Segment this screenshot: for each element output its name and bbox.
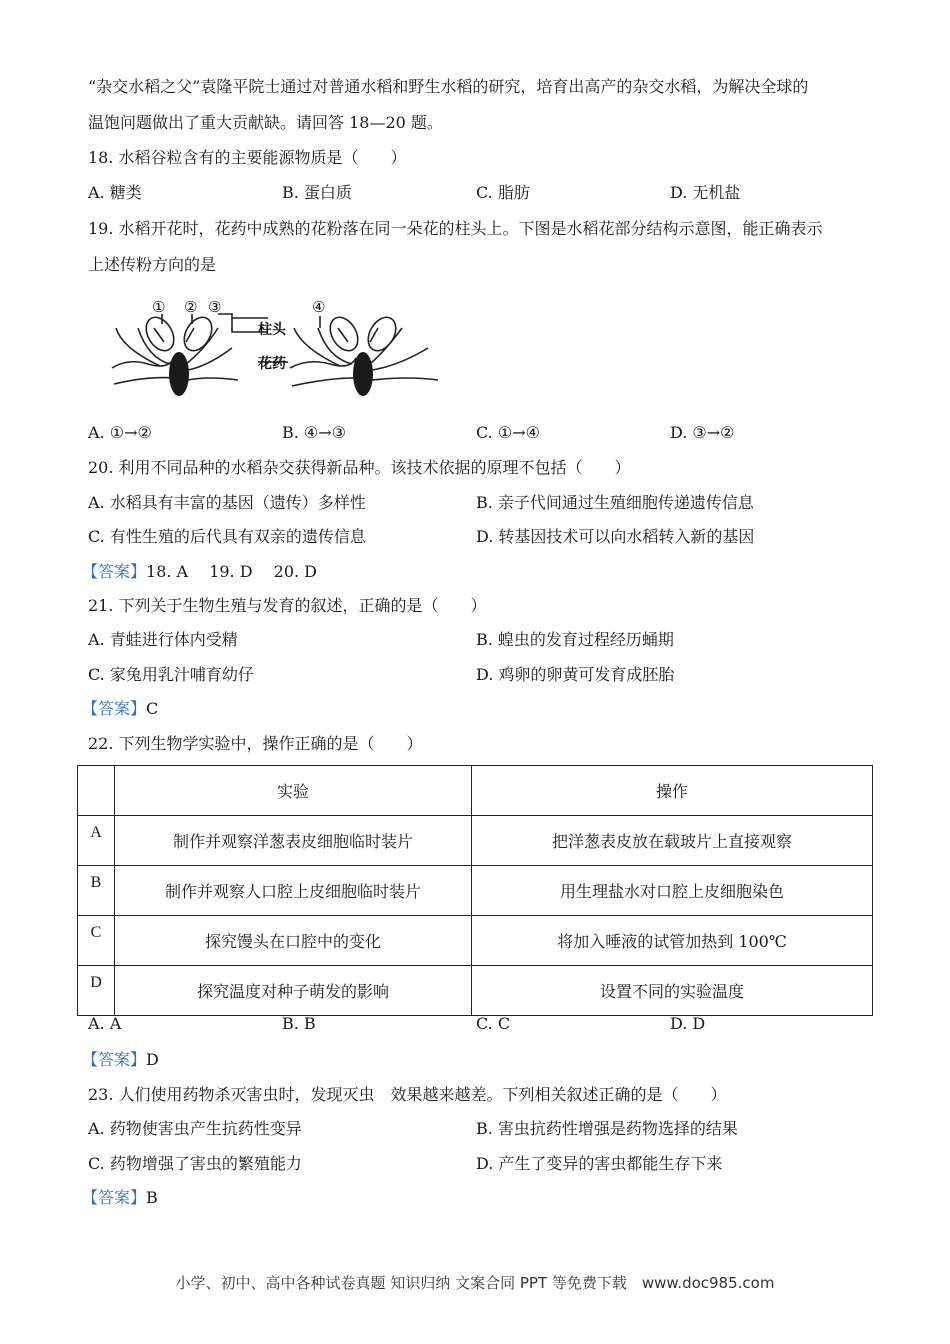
- table-cell: 把洋葱表皮放在载玻片上直接观察: [472, 816, 873, 866]
- table-row: [78, 966, 873, 1016]
- answer-18-20: [82, 561, 317, 583]
- table-header-cell: 实验: [115, 766, 472, 816]
- marker-3: ③: [208, 298, 222, 316]
- answer-tag: 【答案】: [82, 1188, 147, 1207]
- q22-option-c: C. C: [476, 1014, 511, 1033]
- answer-text: C: [146, 699, 159, 718]
- q22-stem: 22. 下列生物学实验中，操作正确的是（ ）: [88, 734, 423, 753]
- label-stigma: 柱头: [258, 322, 286, 338]
- q20-option-c: C. 有性生殖的后代具有双亲的遗传信息: [88, 527, 366, 546]
- q20-stem: 20. 利用不同品种的水稻杂交获得新品种。该技术依据的原理不包括（ ）: [88, 458, 631, 477]
- q18-option-b: B. 蛋白质: [282, 183, 352, 202]
- q21-stem: 21. 下列关于生物生殖与发育的叙述，正确的是（ ）: [88, 596, 487, 615]
- q23-option-a: A. 药物使害虫产生抗药性变异: [88, 1119, 302, 1138]
- table-cell: 用生理盐水对口腔上皮细胞染色: [472, 866, 873, 916]
- table-cell: C: [78, 916, 115, 966]
- q18-option-a: A. 糖类: [88, 183, 142, 202]
- q22-option-a: A. A: [88, 1014, 122, 1033]
- q21-option-a: A. 青蛙进行体内受精: [88, 630, 238, 649]
- answer-22: [82, 1049, 159, 1071]
- answer-text: D: [146, 1050, 159, 1069]
- rice-flower-diagram: [108, 288, 448, 400]
- q19-option-c: C. ①→④: [476, 423, 540, 442]
- table-cell: 探究馒头在口腔中的变化: [115, 916, 472, 966]
- q19-option-b: B. ④→③: [282, 423, 347, 442]
- q20-option-a: A. 水稻具有丰富的基因（遗传）多样性: [88, 493, 366, 512]
- intro-line-2: 温饱问题做出了重大贡献缺。请回答 18—20 题。: [88, 113, 443, 132]
- table-cell: 探究温度对种子萌发的影响: [115, 966, 472, 1016]
- table-row: [78, 916, 873, 966]
- q23-option-c: C. 药物增强了害虫的繁殖能力: [88, 1154, 302, 1173]
- table-cell: 制作并观察洋葱表皮细胞临时装片: [115, 816, 472, 866]
- table-header-row: [78, 766, 873, 816]
- q19-stem-line-2: 上述传粉方向的是: [88, 255, 217, 274]
- q21-option-c: C. 家兔用乳汁哺育幼仔: [88, 665, 254, 684]
- answer-23: [82, 1187, 158, 1209]
- table-cell: 设置不同的实验温度: [472, 966, 873, 1016]
- table-header-cell: 操作: [472, 766, 873, 816]
- q18-option-d: D. 无机盐: [670, 183, 741, 202]
- experiment-table: [77, 765, 873, 1016]
- answer-text: B: [146, 1188, 158, 1207]
- q20-option-d: D. 转基因技术可以向水稻转入新的基因: [476, 527, 755, 546]
- q20-option-b: B. 亲子代间通过生殖细胞传递遗传信息: [476, 493, 754, 512]
- table-row: [78, 816, 873, 866]
- q23-stem: 23. 人们使用药物杀灭害虫时，发现灭虫 效果越来越差。下列相关叙述正确的是（ ）: [88, 1085, 727, 1104]
- q23-option-d: D. 产生了变异的害虫都能生存下来: [476, 1154, 723, 1173]
- answer-tag: 【答案】: [82, 1050, 147, 1069]
- q19-stem-line-1: 19. 水稻开花时，花药中成熟的花粉落在同一朵花的柱头上。下图是水稻花部分结构示意图，能正确表示: [88, 219, 823, 238]
- q22-option-d: D. D: [670, 1014, 706, 1033]
- q18-option-c: C. 脂肪: [476, 183, 530, 202]
- answer-tag: 【答案】: [82, 699, 147, 718]
- marker-4: ④: [312, 298, 326, 316]
- q19-option-d: D. ③→②: [670, 423, 735, 442]
- table-cell: 将加入唾液的试管加热到 100℃: [472, 916, 873, 966]
- answer-text: 18. A 19. D 20. D: [146, 562, 317, 581]
- page-footer: 小学、初中、高中各种试卷真题 知识归纳 文案合同 PPT 等免费下载 www.doc985.com: [175, 1274, 775, 1292]
- q22-option-b: B. B: [282, 1014, 316, 1033]
- label-anther: 花药: [258, 356, 286, 372]
- q23-option-b: B. 害虫抗药性增强是药物选择的结果: [476, 1119, 738, 1138]
- answer-21: [82, 698, 158, 720]
- answer-tag: 【答案】: [82, 562, 147, 581]
- table-cell: A: [78, 816, 115, 866]
- q21-option-b: B. 蝗虫的发育过程经历蛹期: [476, 630, 674, 649]
- table-cell: B: [78, 866, 115, 916]
- q18-stem: 18. 水稻谷粒含有的主要能源物质是（ ）: [88, 148, 407, 167]
- marker-2: ②: [184, 298, 198, 316]
- marker-1: ①: [152, 298, 166, 316]
- table-header-cell: [78, 766, 115, 816]
- q19-option-a: A. ①→②: [88, 423, 152, 442]
- table-row: [78, 866, 873, 916]
- table-cell: D: [78, 966, 115, 1016]
- q21-option-d: D. 鸡卵的卵黄可发育成胚胎: [476, 665, 675, 684]
- intro-line-1: “杂交水稻之父”袁隆平院士通过对普通水稻和野生水稻的研究，培育出高产的杂交水稻，为解决全球的: [88, 77, 809, 96]
- table-cell: 制作并观察人口腔上皮细胞临时装片: [115, 866, 472, 916]
